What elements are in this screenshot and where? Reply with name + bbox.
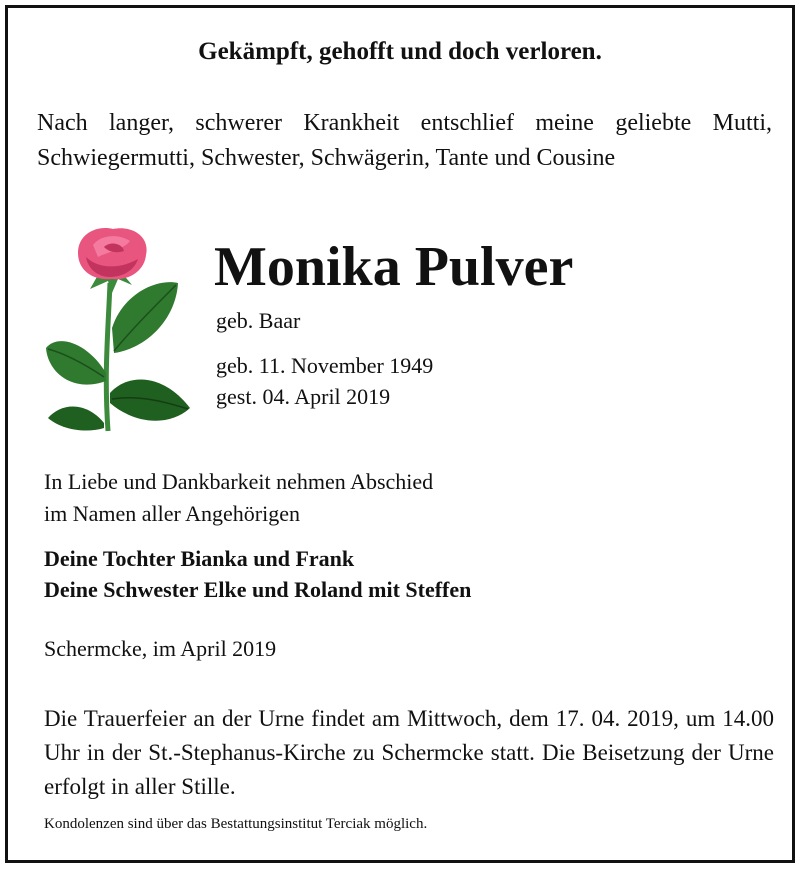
deceased-name: Monika Pulver bbox=[214, 236, 574, 298]
life-dates bbox=[216, 350, 433, 412]
intro-text: Nach langer, schwerer Krankheit entschlief meine geliebte Mutti, Schwiegermutti, Schwester, Schwägerin, Tante und Cousine bbox=[37, 110, 772, 171]
death-date: gest. 04. April 2019 bbox=[216, 384, 391, 409]
farewell-line-2: im Namen aller Angehörigen bbox=[44, 501, 300, 526]
maiden-name: geb. Baar bbox=[216, 308, 301, 333]
family-line-2: Deine Schwester Elke und Roland mit Steffen bbox=[44, 577, 472, 602]
condolence-note: Kondolenzen sind über das Bestattungsinstitut Terciak möglich. bbox=[44, 816, 428, 832]
place-date: Schermcke, im April 2019 bbox=[44, 636, 277, 661]
family-signatures bbox=[44, 543, 471, 605]
family-line-1: Deine Tochter Bianka und Frank bbox=[44, 546, 355, 571]
farewell-line-1: In Liebe und Dankbarkeit nehmen Abschied bbox=[44, 469, 434, 494]
birth-date: geb. 11. November 1949 bbox=[216, 353, 434, 378]
obituary-frame bbox=[5, 5, 795, 863]
farewell-text bbox=[44, 466, 433, 530]
rose-flower-image bbox=[38, 223, 198, 433]
ceremony-info: Die Trauerfeier an der Urne findet am Mittwoch, dem 17. 04. 2019, um 14.00 Uhr in der St.-Stephanus-Kirche zu Schermcke statt. Die Beisetzung der Urne erfolgt in aller Stille. bbox=[44, 706, 774, 799]
headline: Gekämpft, gehofft und doch verloren. bbox=[198, 38, 602, 65]
